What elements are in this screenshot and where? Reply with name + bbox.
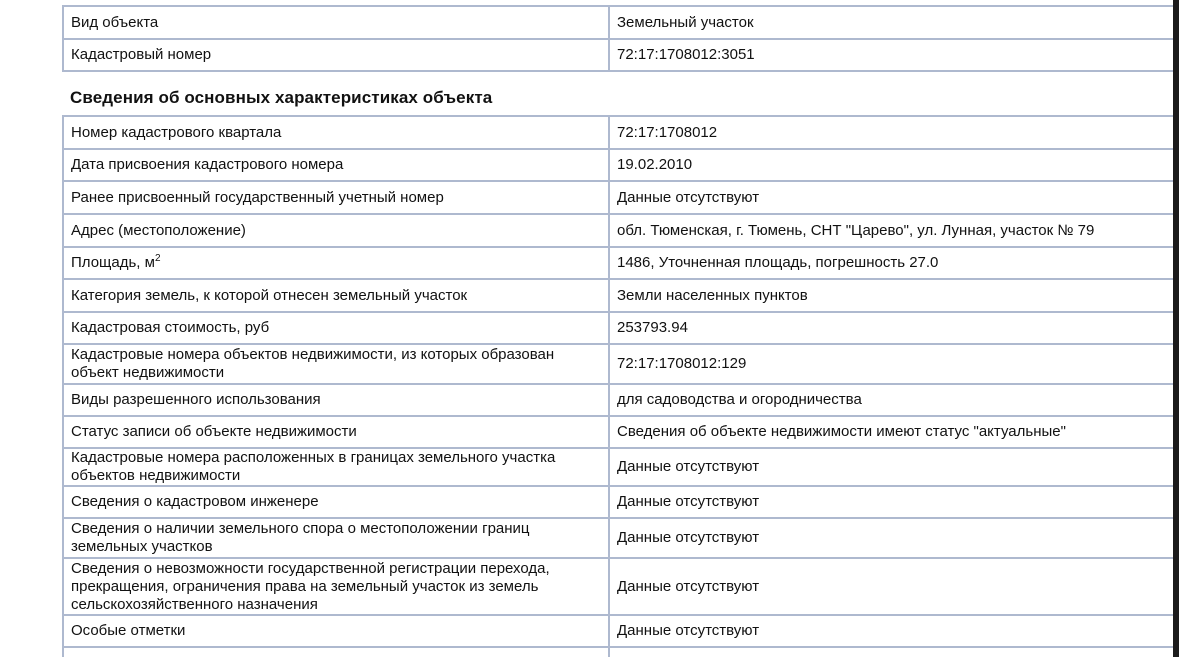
table-row bbox=[63, 416, 1179, 448]
area-unit-superscript: 2 bbox=[154, 253, 161, 264]
row-label: Сведения о кадастровом инженере bbox=[63, 486, 609, 518]
row-label: Категория земель, к которой отнесен земельный участок bbox=[63, 279, 609, 312]
row-value: 1486, Уточненная площадь, погрешность 27.0 bbox=[609, 247, 1179, 279]
row-value: Данные отсутствуют bbox=[609, 448, 1179, 486]
table-row bbox=[63, 247, 1179, 279]
table-row bbox=[63, 214, 1179, 247]
characteristics-table bbox=[62, 115, 1179, 657]
table-row bbox=[63, 615, 1179, 647]
area-label-text: Площадь, м bbox=[71, 254, 155, 271]
row-value: Сведения об объекте недвижимости имеют статус "актуальные" bbox=[609, 416, 1179, 448]
row-value: 253793.94 bbox=[609, 312, 1179, 344]
row-label: Виды разрешенного использования bbox=[63, 384, 609, 416]
table-row bbox=[63, 181, 1179, 214]
row-label: Сведения о наличии земельного спора о местоположении границ земельных участков bbox=[63, 518, 609, 558]
row-value-cut bbox=[609, 647, 1179, 657]
table-row bbox=[63, 518, 1179, 558]
row-value: Данные отсутствуют bbox=[609, 486, 1179, 518]
row-value: Данные отсутствуют bbox=[609, 615, 1179, 647]
row-label-cut bbox=[63, 647, 609, 657]
table-row bbox=[63, 558, 1179, 615]
row-label: Адрес (местоположение) bbox=[63, 214, 609, 247]
table-row bbox=[63, 344, 1179, 384]
table-row bbox=[63, 384, 1179, 416]
row-value: 72:17:1708012:129 bbox=[609, 344, 1179, 384]
table-row-cut-off bbox=[63, 647, 1179, 657]
row-value: обл. Тюменская, г. Тюмень, СНТ "Царево", ул. Лунная, участок № 79 bbox=[609, 214, 1179, 247]
row-label: Дата присвоения кадастрового номера bbox=[63, 149, 609, 181]
row-label: Кадастровый номер bbox=[63, 39, 609, 71]
row-value: Земли населенных пунктов bbox=[609, 279, 1179, 312]
row-label: Особые отметки bbox=[63, 615, 609, 647]
table-row bbox=[63, 486, 1179, 518]
row-value: 72:17:1708012 bbox=[609, 116, 1179, 149]
object-identity-table bbox=[62, 5, 1179, 72]
row-label: Ранее присвоенный государственный учетный номер bbox=[63, 181, 609, 214]
row-label bbox=[63, 247, 609, 279]
scan-edge bbox=[1173, 0, 1179, 657]
table-row bbox=[63, 149, 1179, 181]
row-value: 72:17:1708012:3051 bbox=[609, 39, 1179, 71]
row-label: Номер кадастрового квартала bbox=[63, 116, 609, 149]
row-value: Данные отсутствуют bbox=[609, 558, 1179, 615]
section-heading: Сведения об основных характеристиках объекта bbox=[70, 88, 493, 107]
row-value: Данные отсутствуют bbox=[609, 181, 1179, 214]
table-row bbox=[63, 279, 1179, 312]
table-row bbox=[63, 39, 1179, 71]
row-label: Вид объекта bbox=[63, 6, 609, 39]
row-label: Кадастровые номера расположенных в границах земельного участка объектов недвижимости bbox=[63, 448, 609, 486]
row-label: Кадастровая стоимость, руб bbox=[63, 312, 609, 344]
row-label: Кадастровые номера объектов недвижимости, из которых образован объект недвижимости bbox=[63, 344, 609, 384]
table-row bbox=[63, 6, 1179, 39]
row-value: Земельный участок bbox=[609, 6, 1179, 39]
row-value: 19.02.2010 bbox=[609, 149, 1179, 181]
row-label: Сведения о невозможности государственной регистрации перехода, прекращения, ограничения права на земельный участок из земель сельскохозяйственного назначения bbox=[63, 558, 609, 615]
row-value: для садоводства и огородничества bbox=[609, 384, 1179, 416]
table-row bbox=[63, 448, 1179, 486]
row-label: Статус записи об объекте недвижимости bbox=[63, 416, 609, 448]
table-row bbox=[63, 312, 1179, 344]
table-row bbox=[63, 116, 1179, 149]
row-value: Данные отсутствуют bbox=[609, 518, 1179, 558]
